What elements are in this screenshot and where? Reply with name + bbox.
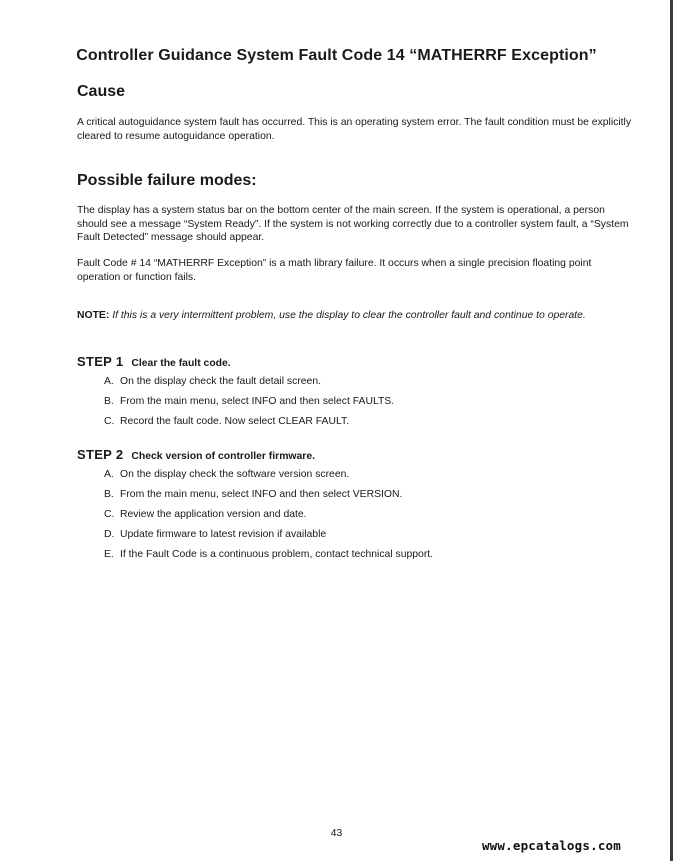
- watermark-url: www.epcatalogs.com: [481, 838, 621, 853]
- failure-modes-paragraph: The display has a system status bar on the bottom center of the main screen. If the system is operational, a person should see a message “System Ready”. If the system is not working correctly due to a controller system fault, a “System Fault Detected” message should appear.: [77, 205, 629, 243]
- step-1-list: [104, 375, 394, 435]
- page-number: 43: [330, 828, 343, 839]
- list-item: B. From the main menu, select INFO and then select FAULTS.: [104, 396, 395, 407]
- step-1-number: STEP 1: [77, 354, 124, 369]
- list-item: A. On the display check the software version screen.: [104, 469, 350, 480]
- list-item: E. If the Fault Code is a continuous problem, contact technical support.: [104, 549, 434, 560]
- cause-heading: Cause: [77, 83, 126, 100]
- step-1-heading: [77, 353, 231, 371]
- list-item: A. On the display check the fault detail screen.: [104, 376, 321, 387]
- note-text: If this is a very intermittent problem, use the display to clear the controller fault and continue to operate.: [112, 310, 586, 321]
- step-1-title: Clear the fault code.: [131, 358, 231, 369]
- list-item: B. From the main menu, select INFO and then select VERSION.: [104, 489, 403, 500]
- note-label: NOTE:: [77, 310, 110, 321]
- fault-description-paragraph: Fault Code # 14 “MATHERRF Exception” is a math library failure. It occurs when a single precision floating point operation or function fails.: [77, 258, 592, 283]
- step-2-list: [104, 468, 433, 568]
- list-item: D. Update firmware to latest revision if available: [104, 529, 327, 540]
- failure-modes-heading: Possible failure modes:: [77, 172, 257, 189]
- step-2-number: STEP 2: [77, 447, 124, 462]
- page-title: Controller Guidance System Fault Code 14 “MATHERRF Exception”: [76, 47, 597, 64]
- step-2-title: Check version of controller firmware.: [131, 451, 315, 462]
- list-item: C. Review the application version and date.: [104, 509, 307, 520]
- note: [77, 309, 637, 323]
- step-2-heading: [77, 446, 315, 464]
- list-item: C. Record the fault code. Now select CLEAR FAULT.: [104, 416, 350, 427]
- cause-text: A critical autoguidance system fault has occurred. This is an operating system error. The fault condition must be explicitly cleared to resume autoguidance operation.: [77, 117, 632, 142]
